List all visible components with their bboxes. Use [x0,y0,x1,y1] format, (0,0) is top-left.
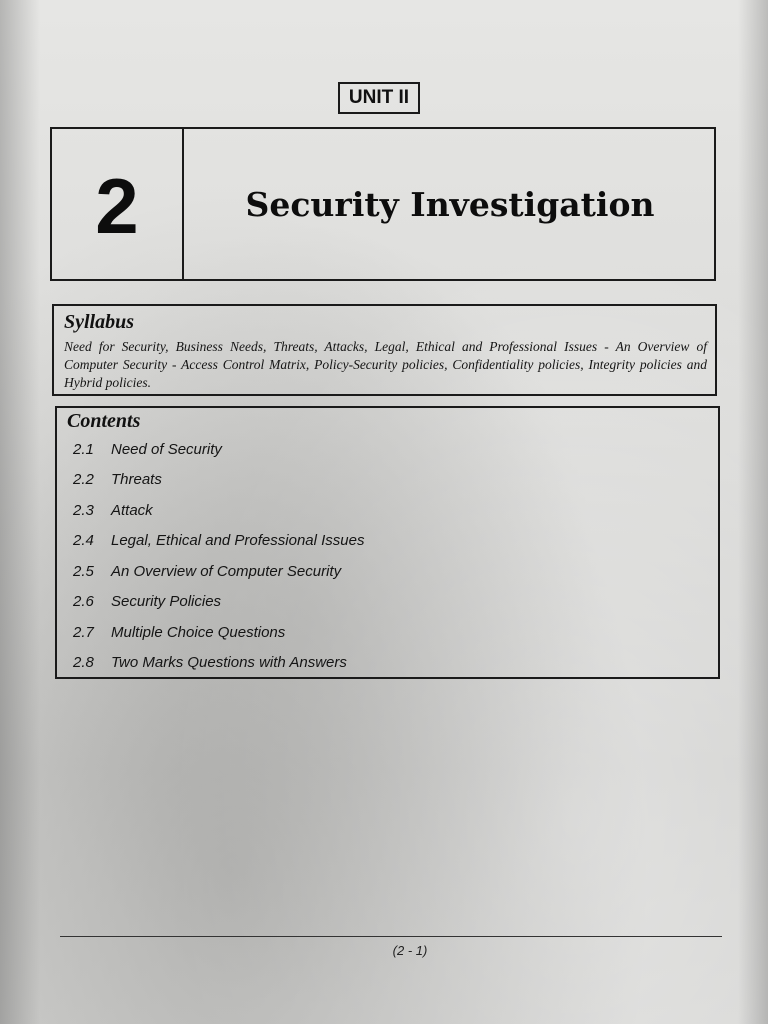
chapter-title: Security Investigation [245,185,655,224]
page-number: (2 - 1) [392,943,428,958]
chapter-number: 2 [95,162,139,250]
contents-item-number: 2.1 [73,440,94,458]
contents-item [67,556,718,587]
contents-item-title: Multiple Choice Questions [111,623,286,641]
syllabus-heading: Syllabus [64,311,135,333]
contents-box [55,406,720,679]
contents-item [67,465,718,496]
syllabus-text: Need for Security, Business Needs, Threats, Attacks, Legal, Ethical and Professional Issues - An Overview of Computer Security - Access Control Matrix, Policy-Security policies, Confidentiality policies, Integrity policies and Hybrid policies. [64,339,707,390]
contents-item-number: 2.4 [73,532,94,550]
contents-item-title: Threats [111,471,162,489]
contents-item-title: An Overview of Computer Security [111,562,342,580]
contents-item-number: 2.3 [73,501,94,519]
contents-item [67,495,718,526]
contents-item-title: Attack [111,501,153,519]
contents-list [67,434,718,678]
chapter-header-box [50,127,716,281]
contents-item-number: 2.8 [73,654,94,672]
contents-item-number: 2.6 [73,593,94,611]
chapter-number-cell [52,129,184,279]
unit-label: UNIT II [338,82,420,114]
footer-divider [60,936,722,937]
contents-item [67,617,718,648]
contents-item-number: 2.5 [73,562,94,580]
contents-item-title: Two Marks Questions with Answers [111,654,347,672]
contents-heading: Contents [67,410,141,432]
contents-item [67,648,718,679]
contents-item [67,526,718,557]
contents-item [67,587,718,618]
contents-item-title: Legal, Ethical and Professional Issues [111,532,365,550]
contents-item-number: 2.2 [73,471,94,489]
contents-item-number: 2.7 [73,623,94,641]
contents-item-title: Security Policies [111,593,222,611]
contents-item-title: Need of Security [111,440,222,458]
syllabus-box [52,304,717,396]
contents-item [67,434,718,465]
